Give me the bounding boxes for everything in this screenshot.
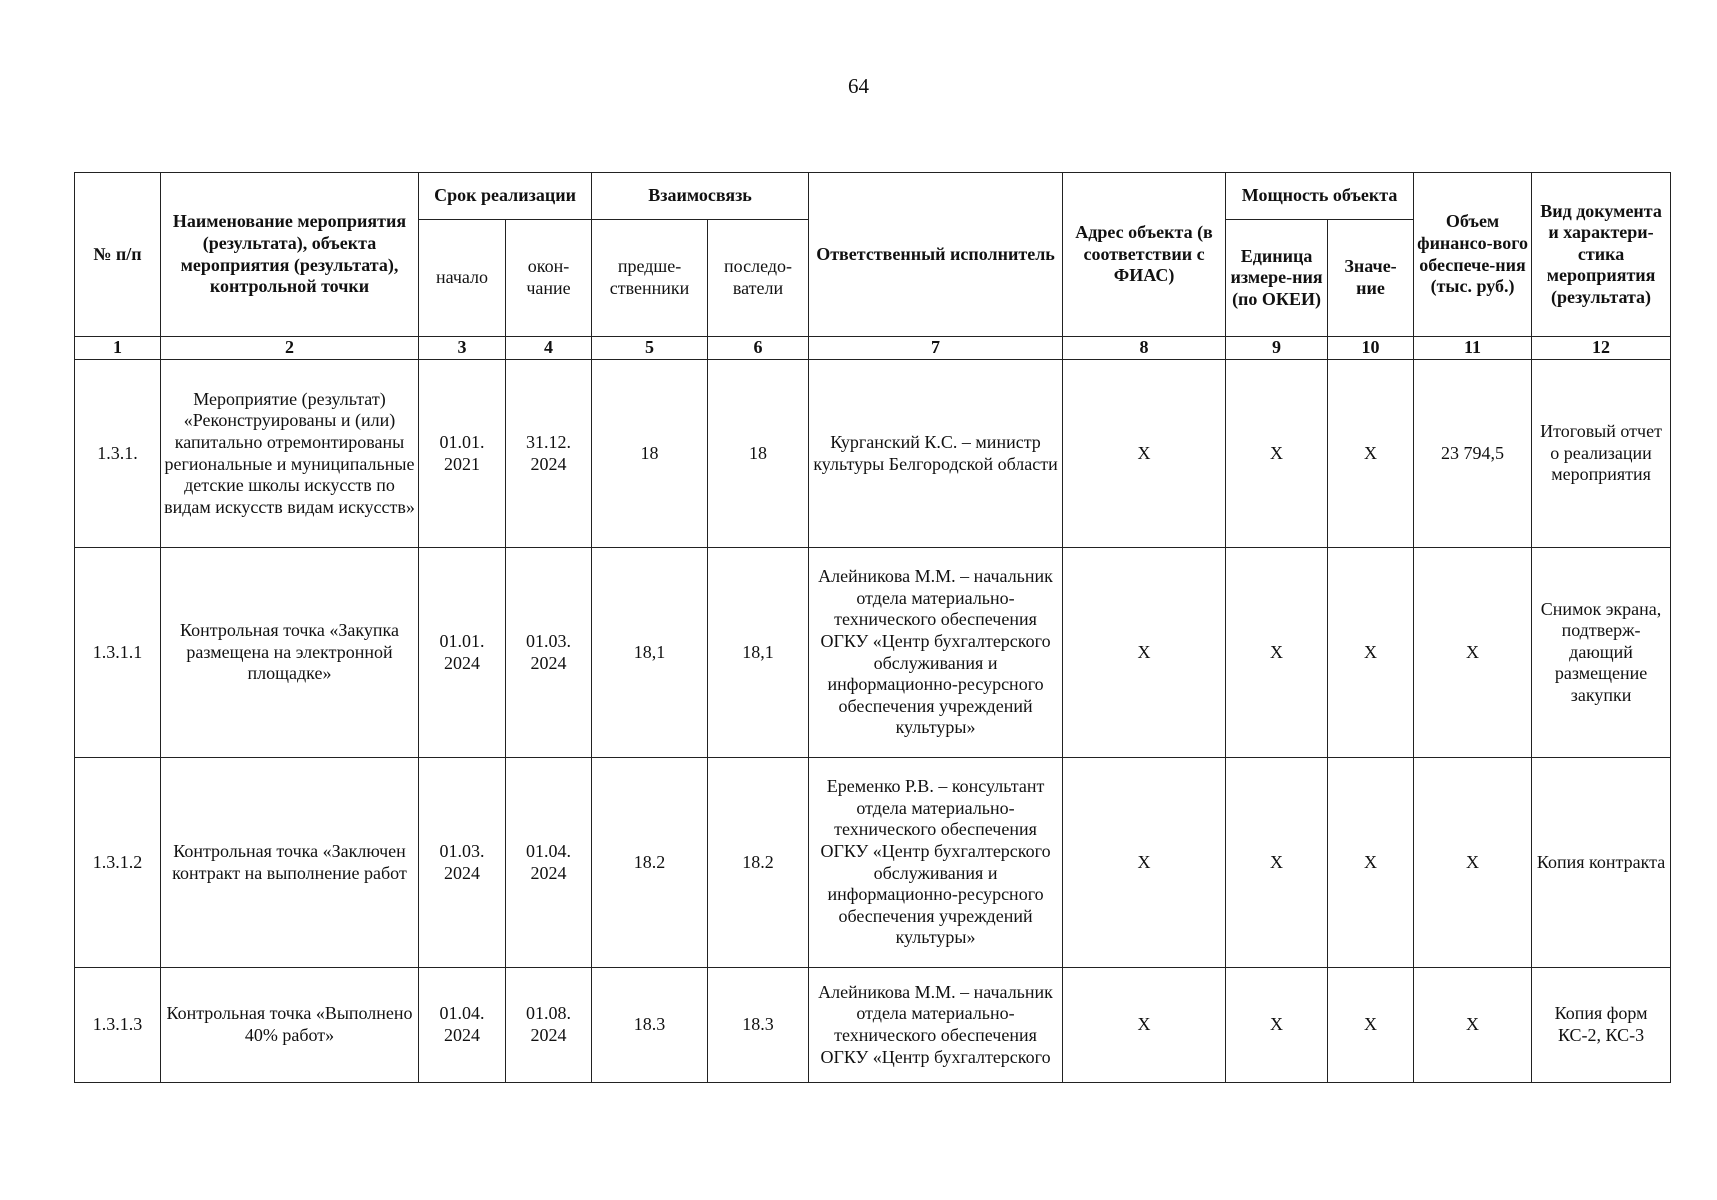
column-number: 6: [708, 337, 809, 360]
row-unit: Х: [1226, 360, 1328, 548]
row-unit: Х: [1226, 968, 1328, 1083]
row-doc: Снимок экрана, подтверж-дающий размещение закупки: [1532, 548, 1671, 758]
page-number: 64: [848, 74, 869, 98]
row-doc: Итоговый отчет о реализации мероприятия: [1532, 360, 1671, 548]
row-prev: 18.2: [592, 758, 708, 968]
row-next: 18,1: [708, 548, 809, 758]
column-numbers-row: [75, 337, 1671, 360]
table-row: [75, 758, 1671, 968]
row-prev: 18: [592, 360, 708, 548]
column-number: 4: [506, 337, 592, 360]
row-end: 01.08. 2024: [506, 968, 592, 1083]
row-start: 01.03. 2024: [419, 758, 506, 968]
row-address: Х: [1063, 968, 1226, 1083]
column-number: 7: [809, 337, 1063, 360]
row-value: Х: [1328, 548, 1414, 758]
row-doc: Копия контракта: [1532, 758, 1671, 968]
header-relation-next: последо-ватели: [708, 220, 809, 337]
row-prev: 18,1: [592, 548, 708, 758]
row-address: Х: [1063, 360, 1226, 548]
column-number: 1: [75, 337, 161, 360]
column-number: 8: [1063, 337, 1226, 360]
header-address: Адрес объекта (в соответствии с ФИАС): [1063, 173, 1226, 337]
row-address: Х: [1063, 758, 1226, 968]
row-executor: Алейникова М.М. – начальник отдела материально-технического обеспечения ОГКУ «Центр бухгалтерского: [809, 968, 1063, 1083]
column-number: 2: [161, 337, 419, 360]
row-finance: Х: [1414, 548, 1532, 758]
row-start: 01.04. 2024: [419, 968, 506, 1083]
row-finance: Х: [1414, 758, 1532, 968]
header-num: № п/п: [75, 173, 161, 337]
table-row: [75, 360, 1671, 548]
column-number: 9: [1226, 337, 1328, 360]
row-next: 18.2: [708, 758, 809, 968]
row-finance: 23 794,5: [1414, 360, 1532, 548]
column-number: 3: [419, 337, 506, 360]
activities-table: [74, 172, 1671, 1083]
table-row: [75, 548, 1671, 758]
row-prev: 18.3: [592, 968, 708, 1083]
row-value: Х: [1328, 758, 1414, 968]
header-doc-type: Вид документа и характери-стика мероприятия (результата): [1532, 173, 1671, 337]
row-num: 1.3.1.2: [75, 758, 161, 968]
row-name: Контрольная точка «Выполнено 40% работ»: [161, 968, 419, 1083]
row-doc: Копия форм КС-2, КС-3: [1532, 968, 1671, 1083]
row-next: 18: [708, 360, 809, 548]
row-end: 31.12. 2024: [506, 360, 592, 548]
header-name: Наименование мероприятия (результата), объекта мероприятия (результата), контрольной точки: [161, 173, 419, 337]
header-capacity-value: Значе-ние: [1328, 220, 1414, 337]
row-value: Х: [1328, 968, 1414, 1083]
row-num: 1.3.1.3: [75, 968, 161, 1083]
column-number: 5: [592, 337, 708, 360]
row-unit: Х: [1226, 758, 1328, 968]
row-name: Мероприятие (результат) «Реконструированы и (или) капитально отремонтированы региональные и муниципальные детские школы искусств по видам искусств видам искусств»: [161, 360, 419, 548]
row-unit: Х: [1226, 548, 1328, 758]
row-finance: Х: [1414, 968, 1532, 1083]
row-num: 1.3.1.1: [75, 548, 161, 758]
row-start: 01.01. 2024: [419, 548, 506, 758]
row-address: Х: [1063, 548, 1226, 758]
column-number: 12: [1532, 337, 1671, 360]
header-relation: Взаимосвязь: [592, 173, 809, 220]
header-relation-prev: предше-ственники: [592, 220, 708, 337]
table-row: [75, 968, 1671, 1083]
row-executor: Курганский К.С. – министр культуры Белгородской области: [809, 360, 1063, 548]
row-start: 01.01. 2021: [419, 360, 506, 548]
row-next: 18.3: [708, 968, 809, 1083]
header-capacity: Мощность объекта: [1226, 173, 1414, 220]
column-number: 10: [1328, 337, 1414, 360]
row-executor: Алейникова М.М. – начальник отдела материально-технического обеспечения ОГКУ «Центр бухгалтерского обслуживания и информационно-ресурсного обеспечения учреждений культуры»: [809, 548, 1063, 758]
header-finance: Объем финансо-вого обеспече-ния (тыс. руб.): [1414, 173, 1532, 337]
header-executor: Ответственный исполнитель: [809, 173, 1063, 337]
header-capacity-unit: Единица измере-ния (по ОКЕИ): [1226, 220, 1328, 337]
header-period: Срок реализации: [419, 173, 592, 220]
row-executor: Еременко Р.В. – консультант отдела материально-технического обеспечения ОГКУ «Центр бухгалтерского обслуживания и информационно-ресурсного обеспечения учреждений культуры»: [809, 758, 1063, 968]
column-number: 11: [1414, 337, 1532, 360]
header-period-start: начало: [419, 220, 506, 337]
header-period-end: окон-чание: [506, 220, 592, 337]
row-num: 1.3.1.: [75, 360, 161, 548]
row-value: Х: [1328, 360, 1414, 548]
row-end: 01.03. 2024: [506, 548, 592, 758]
row-end: 01.04. 2024: [506, 758, 592, 968]
row-name: Контрольная точка «Заключен контракт на выполнение работ: [161, 758, 419, 968]
row-name: Контрольная точка «Закупка размещена на электронной площадке»: [161, 548, 419, 758]
